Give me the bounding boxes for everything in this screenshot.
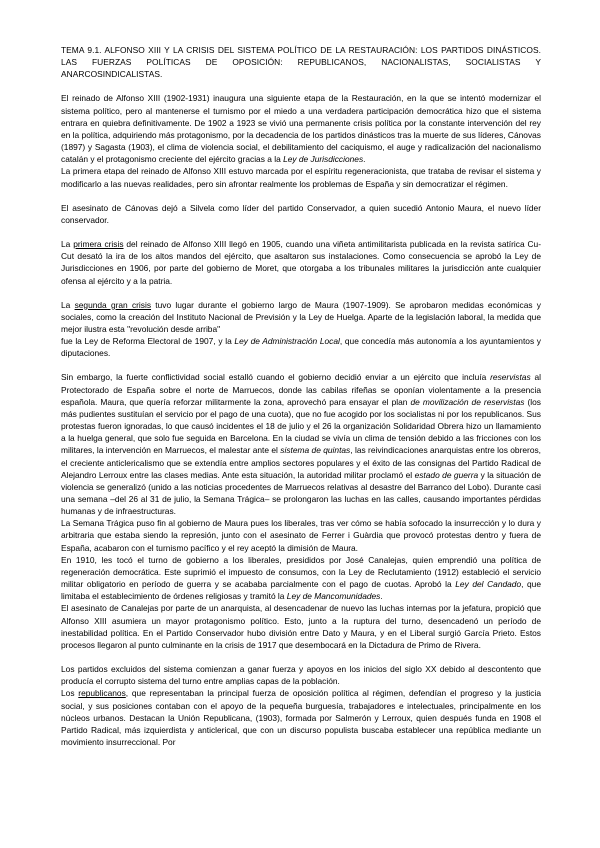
- underlined-term-segunda-crisis: segunda gran crisis: [74, 299, 152, 310]
- paragraph-text: .: [380, 591, 383, 602]
- paragraph-silvela-maura: El asesinato de Cánovas dejó a Silvela como líder del partido Conservador, a quien sucedió Antonio Maura, el nuevo líder conservador.: [61, 202, 541, 225]
- paragraph-text: al Protectorado de España sobre el norte de Marruecos, donde las cabilas rifeñas se oponían violentamente a la presencia española. Maura, que quería reforzar militarmente la zona, aprovechó para ensayar el plan: [61, 372, 541, 407]
- paragraph-partidos-excluidos: Los partidos excluidos del sistema comienzan a ganar fuerza y apoyos en los inicios del siglo XX debido al descontento que producía el corrupto sistema del turno entre amplias capas de la población.: [61, 664, 541, 687]
- paragraph-semana-tragica: [61, 371, 541, 517]
- paragraph-regeneracionismo: La primera etapa del reinado de Alfonso XIII estuvo marcada por el espíritu regeneracionista, que trataba de revisar el sistema y modificarlo a las nuevas realidades, pero sin afrontar realmente los problemas de España y sin democratizar el régimen.: [61, 166, 541, 189]
- italic-term-ley-administracion-local: Ley de Administración Local: [234, 336, 340, 347]
- italic-term-movilizacion-reservistas: de movilización de reservistas: [410, 396, 525, 407]
- paragraph-segunda-crisis: [61, 299, 541, 360]
- paragraph-text: tuvo lugar durante el gobierno largo de Maura (1907-1909). Se aprobaron medidas económicas y sociales, como la creación del Instituto Nacional de Previsión y la Ley de Huelga. Aparte de la legislación laboral, la medida que mejor ilustra esta "revolución desde arriba": [61, 299, 541, 334]
- italic-term-reservistas: reservistas: [490, 372, 531, 383]
- paragraph-fin-gobierno-maura: La Semana Trágica puso fin al gobierno de Maura pues los liberales, tras ver cómo se había sofocado la insurrección y lo dura y arbitraria que estaba siendo la represión, junto con el asesinato de Ferrer i Guàrdia que provocó protestas dentro y fuera de España, acabaron con el turnismo pacífico y el rey aceptó la dimisión de Maura.: [61, 518, 541, 553]
- underlined-term-primera-crisis: primera crisis: [73, 239, 124, 250]
- paragraph-text: .: [363, 154, 366, 165]
- paragraph-text: del reinado de Alfonso XIII llegó en 1905, cuando una viñeta antimilitarista publicada en la revista satírica Cu-Cut desató la ira de los altos mandos del ejército, que asaltaron sus instalaciones. Como consecuencia se aprobó la Ley de Jurisdicciones en 1906, por parte del gobierno de Moret, que otorgaba a los tribunales militares la jurisdicción ante cualquier ofensa al ejército y a la patria.: [61, 239, 541, 286]
- paragraph-text: fue la Ley de Reforma Electoral de 1907, y la: [61, 336, 235, 347]
- paragraph-republicanos: [61, 687, 541, 748]
- italic-term-ley-candado: Ley del Candado: [455, 579, 522, 590]
- paragraph-text: y la situación de violencia se generalizó (unido a las noticias procedentes de Marruecos relativas al desastre del Barranco del Lobo). Durante casi una semana –del 26 al 31 de julio, la Semana Trágica– se prolongaron las luchas en las calles, causando importantes pérdidas humanas y de infraestructuras.: [61, 469, 541, 517]
- paragraph-text: (los más pudientes sustituían el servicio por el pago de una cuota), que no fue acogido por los socialistas ni por los republicanos. Sus protestas fueron ignoradas, lo que causó incidentes el 18 de julio y el 26 la organización Solidaridad Obrera hizo un llamamiento a la huelga general, que solo fue seguida en Barcelona. En la ciudad se vivía un clima de tensión debido a las fricciones con los militares, la intervención en Marruecos, el malestar ante el: [61, 396, 541, 456]
- paragraph-text: , que limitaba el establecimiento de órdenes religiosas y tramitó la: [61, 579, 541, 602]
- paragraph-text: Los: [61, 688, 79, 699]
- paragraph-canalejas: [61, 554, 541, 603]
- paragraph-text: , las reivindicaciones anarquistas entre los obreros, el creciente anticlericalismo que se extendía entre amplios sectores populares y el éxito de las consignas del Partido Radical de Alejandro Lerroux entre las clases medias. Ante esta situación, la autoridad militar proclamó el: [61, 445, 541, 480]
- underlined-term-republicanos: republicanos: [78, 688, 126, 699]
- paragraph-text: , que concedía más autonomía a los ayuntamientos y diputaciones.: [61, 336, 541, 359]
- paragraph-primera-crisis: [61, 238, 541, 287]
- paragraph-text: Sin embargo, la fuerte conflictividad social estalló cuando el gobierno decidió enviar a un ejército que incluía: [61, 372, 491, 383]
- paragraph-asesinato-canalejas: El asesinato de Canalejas por parte de un anarquista, al desencadenar de nuevo las luchas internas por la jefatura, propició que Alfonso XIII asumiera un mayor protagonismo político. Esto, junto a la ruptura del turno, desencadenó un período de inestabilidad política. En el Partido Conservador hubo división entre Dato y Maura, y en el Liberal surgió García Prieto. Estos procesos llegaron al punto culminante en la crisis de 1917 que desembocará en la Dictadura de Primo de Rivera.: [61, 603, 541, 650]
- paragraph-text: El reinado de Alfonso XIII (1902-1931) inaugura una siguiente etapa de la Restauración, en la que se intentó modernizar el sistema político, pero al mantenerse el turnismo por el miedo a una verdadera participación democrática hizo que el sistema entrara en quiebra definitivamente. De 1902 a 1923 se vivió una permanente crisis política por la constante intervención del rey en la política, adquiriendo más protagonismo, por la decadencia de los partidos dinásticos tras la muerte de sus líderes, Cánovas (1897) y Sagasta (1903), el clima de violencia social, el debilitamiento del caciquismo, el auge y radicalización del nacionalismo catalán y el protagonismo creciente del ejército gracias a la: [61, 93, 541, 165]
- paragraph-text: , que representaban la principal fuerza de oposición política al régimen, defendían el progreso y la justicia social, y sus posiciones contaban con el apoyo de la pequeña burguesía, trabajadores e intelectuales, principalmente en los núcleos urbanos. Destacan la Unión Republicana, (1903), formada por Salmerón y Lerroux, quien después funda en 1908 el Partido Radical, más izquierdista y anticlerical, que con un discurso populista buscaba establecer una república mediante un movimiento insurreccional. Por: [61, 688, 541, 747]
- paragraph-text: En 1910, les tocó el turno de gobierno a los liberales, presididos por José Canalejas, quien emprendió una política de regeneración democrática. Este suprimió el impuesto de consumos, con la Ley de Reclutamiento (1912) estableció el servicio militar obligatorio en período de guerra y se acababa parcialmente con el pago de cuotas. Aprobó la: [61, 554, 541, 590]
- paragraph-text: La: [61, 239, 74, 250]
- italic-term-ley-mancomunidades: Ley de Mancomunidades: [286, 591, 381, 602]
- italic-term-estado-guerra: estado de guerra: [414, 469, 479, 480]
- italic-term-ley-jurisdicciones: Ley de Jurisdicciones: [283, 154, 364, 165]
- italic-term-sistema-quintas: sistema de quintas: [280, 445, 351, 456]
- paragraph-intro: [61, 92, 541, 165]
- document-title: TEMA 9.1. ALFONSO XIII Y LA CRISIS DEL SISTEMA POLÍTICO DE LA RESTAURACIÓN: LOS PARTIDOS DINÁSTICOS. LAS FUERZAS POLÍTICAS DE OPOSICIÓN: REPUBLICANOS, NACIONALISTAS, SOCIALISTAS Y ANARCOSINDICALISTAS.: [61, 45, 541, 80]
- paragraph-text: La: [61, 299, 75, 310]
